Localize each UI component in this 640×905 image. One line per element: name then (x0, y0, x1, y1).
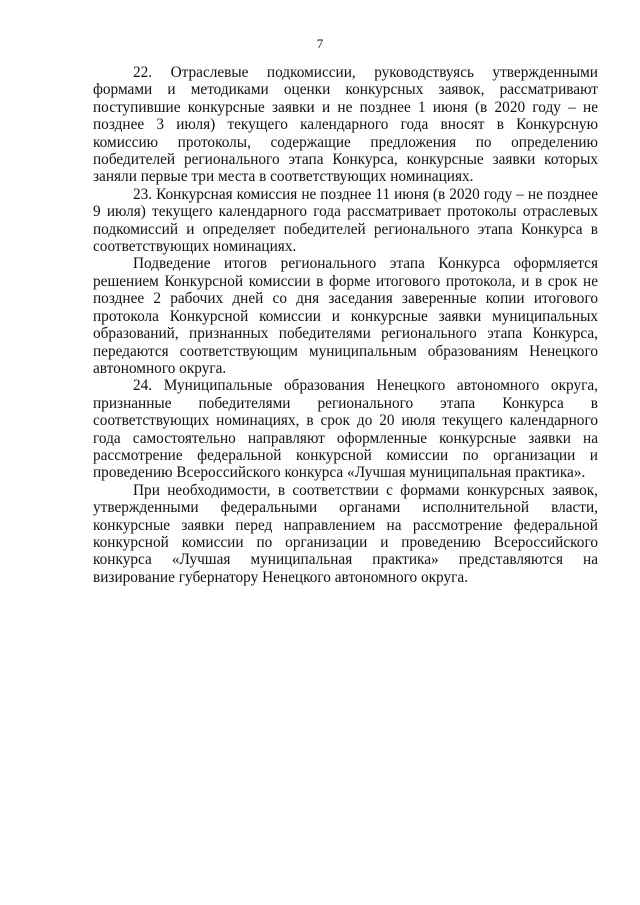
document-body (93, 64, 598, 586)
paragraph-23: 23. Конкурсная комиссия не позднее 11 июня (в 2020 году – не позднее 9 июля) текущего календарного года рассматривает протоколы отраслевых подкомиссий и определяет победителей регионального этапа Конкурса в соответствующих номинациях. (93, 185, 598, 256)
paragraph-24: 24. Муниципальные образования Ненецкого автономного округа, признанные победителями регионального этапа Конкурса в соответствующих номинациях, в срок до 20 июля текущего календарного года самостоятельно направляют оформленные конкурсные заявки на рассмотрение федеральной конкурсной комиссии по организации и проведению Всероссийского конкурса «Лучшая муниципальная практика». (93, 377, 598, 482)
paragraph-endorsement: При необходимости, в соответствии с формами конкурсных заявок, утвержденными федеральными органами исполнительной власти, конкурсные заявки перед направлением на рассмотрение федеральной конкурсной комиссии по организации и проведению Всероссийского конкурса «Лучшая муниципальная практика» представляются на визирование губернатору Ненецкого автономного округа. (93, 481, 598, 586)
paragraph-results-summary: Подведение итогов регионального этапа Конкурса оформляется решением Конкурсной комиссии в форме итогового протокола, и в срок не позднее 2 рабочих дней со дня заседания заверенные копии итогового протокола Конкурсной комиссии и конкурсные заявки муниципальных образований, признанных победителями регионального этапа Конкурса, передаются соответствующим муниципальным образованиям Ненецкого автономного округа. (93, 255, 598, 377)
page-number: 7 (316, 36, 324, 51)
paragraph-22: 22. Отраслевые подкомиссии, руководствуясь утвержденными формами и методиками оценки конкурсных заявок, рассматривают поступившие конкурсные заявки и не позднее 1 июня (в 2020 году – не позднее 3 июля) текущего календарного года вносят в Конкурсную комиссию протоколы, содержащие предложения по определению победителей регионального этапа Конкурса, конкурсные заявки которых заняли первые три места в соответствующих номинациях. (93, 64, 598, 186)
